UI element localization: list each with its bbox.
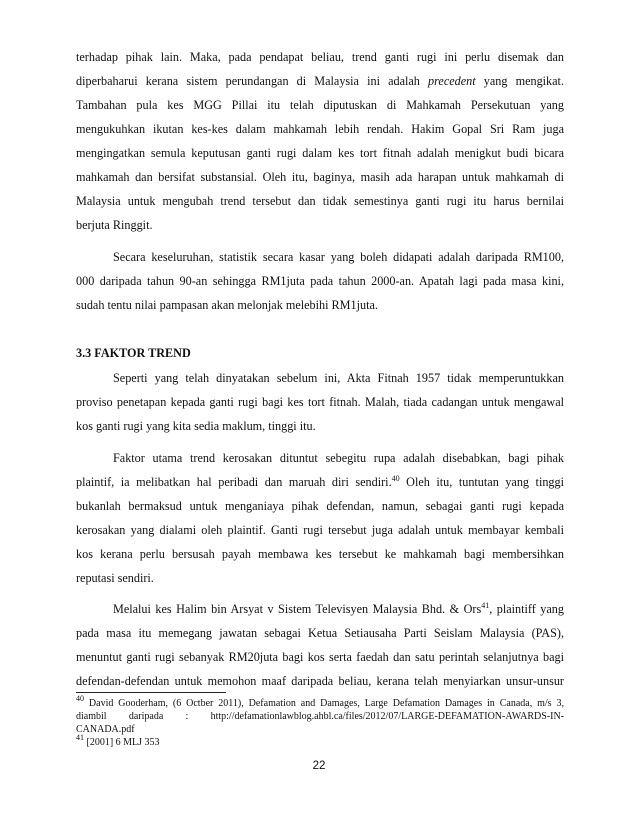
body-line: menuntut ganti rugi sebanyak RM20juta bagi kos serta faedah dan satu perintah selanjutnya bagi — [76, 650, 564, 664]
body-line: proviso penetapan kepada ganti rugi bagi kes tort fitnah. Malah, tiada cadangan untuk mengawal — [76, 395, 564, 409]
body-line: defendan-defendan untuk memohon maaf daripada beliau, kerana telah menyiarkan unsur-unsur — [76, 674, 564, 688]
body-text: Melalui kes Halim bin Arsyat v Sistem Televisyen Malaysia Bhd. & Ors — [113, 602, 482, 616]
footnote-ref: 40 — [391, 474, 400, 483]
body-text: plaintif, ia melibatkan hal peribadi dan maruah diri sendiri. — [76, 475, 392, 489]
body-text: yang mengikat. — [475, 74, 564, 88]
body-line: Malaysia untuk mengubah trend tersebut dan tidak semestinya ganti rugi itu harus bernilai — [76, 194, 564, 208]
body-line: terhadap pihak lain. Maka, pada pendapat beliau, trend ganti rugi ini perlu disemak dan — [76, 50, 564, 64]
body-line: sudah tentu nilai pampasan akan melonjak melebihi RM1juta. — [76, 298, 378, 312]
body-line: mengingatkan semula keputusan ganti rugi dalam kes tort fitnah adalah menigkut budi bicara — [76, 146, 564, 160]
body-line — [113, 602, 564, 616]
body-line: pada masa itu memegang jawatan sebagai Ketua Setiausaha Parti Seislam Malaysia (PAS), — [76, 626, 564, 640]
body-line: kos kerana perlu bersusah payah membawa kes tersebut ke mahkamah bagi membersihkan — [76, 547, 564, 561]
body-line: mengukuhkan ikutan kes-kes dalam mahkamah lebih rendah. Hakim Gopal Sri Ram juga — [76, 122, 564, 136]
body-line: 000 daripada tahun 90-an sehingga RM1juta pada tahun 2000-an. Apatah lagi pada masa kini, — [76, 274, 564, 288]
body-line: kerosakan yang dialami oleh plaintif. Ganti rugi tersebut juga adalah untuk membayar kembali — [76, 523, 564, 537]
body-text: , plaintiff yang — [489, 602, 564, 616]
footnote-number: 41 — [76, 733, 84, 742]
body-line: mahkamah dan bersifat substansial. Oleh itu, baginya, masih ada harapan untuk mahkamah di — [76, 170, 564, 184]
body-line: Tambahan pula kes MGG Pillai itu telah diputuskan di Mahkamah Persekutuan yang — [76, 98, 564, 112]
body-line: Faktor utama trend kerosakan dituntut sebegitu rupa adalah disebabkan, bagi pihak — [113, 451, 564, 465]
body-line — [76, 475, 564, 489]
body-line: bukanlah bermaksud untuk menganiaya pihak defendan, namun, sebagai ganti rugi kepada — [76, 499, 564, 513]
page-number: 22 — [312, 760, 326, 772]
body-text: Oleh itu, tuntutan yang tinggi — [399, 475, 564, 489]
body-line: Seperti yang telah dinyatakan sebelum ini, Akta Fitnah 1957 tidak memperuntukkan — [113, 371, 564, 385]
footnote-40-line: diambil daripada : http://defamationlawblog.ahbl.ca/files/2012/07/LARGE-DEFAMATION-AWARDS-IN- — [76, 711, 564, 722]
body-line: kos ganti rugi yang kita sedia maklum, tinggi itu. — [76, 419, 316, 433]
italic-term: precedent — [428, 74, 476, 88]
body-line: berjuta Ringgit. — [76, 218, 153, 232]
section-heading: 3.3 FAKTOR TREND — [76, 346, 191, 360]
body-line — [76, 74, 564, 88]
footnote-number: 40 — [76, 694, 84, 703]
footnote-40-line: $^{40}$ David Gooderham, (6 Octber 2011), Defamation and Damages, Large Defamation Damages in Canada, m/s 3, — [76, 694, 564, 709]
body-line: reputasi sendiri. — [76, 571, 154, 585]
footnote-ref: 41 — [481, 601, 490, 610]
footnote-rule — [76, 692, 226, 693]
footnote-40-line: CANADA.pdf — [76, 724, 135, 735]
body-line: Secara keseluruhan, statistik secara kasar yang boleh didapati adalah daripada RM100, — [113, 250, 564, 264]
body-text: diperbaharui kerana sistem perundangan di Malaysia ini adalah — [76, 74, 429, 88]
footnote-41-line: $^{41}$ [2001] 6 MLJ 353 — [76, 733, 160, 748]
